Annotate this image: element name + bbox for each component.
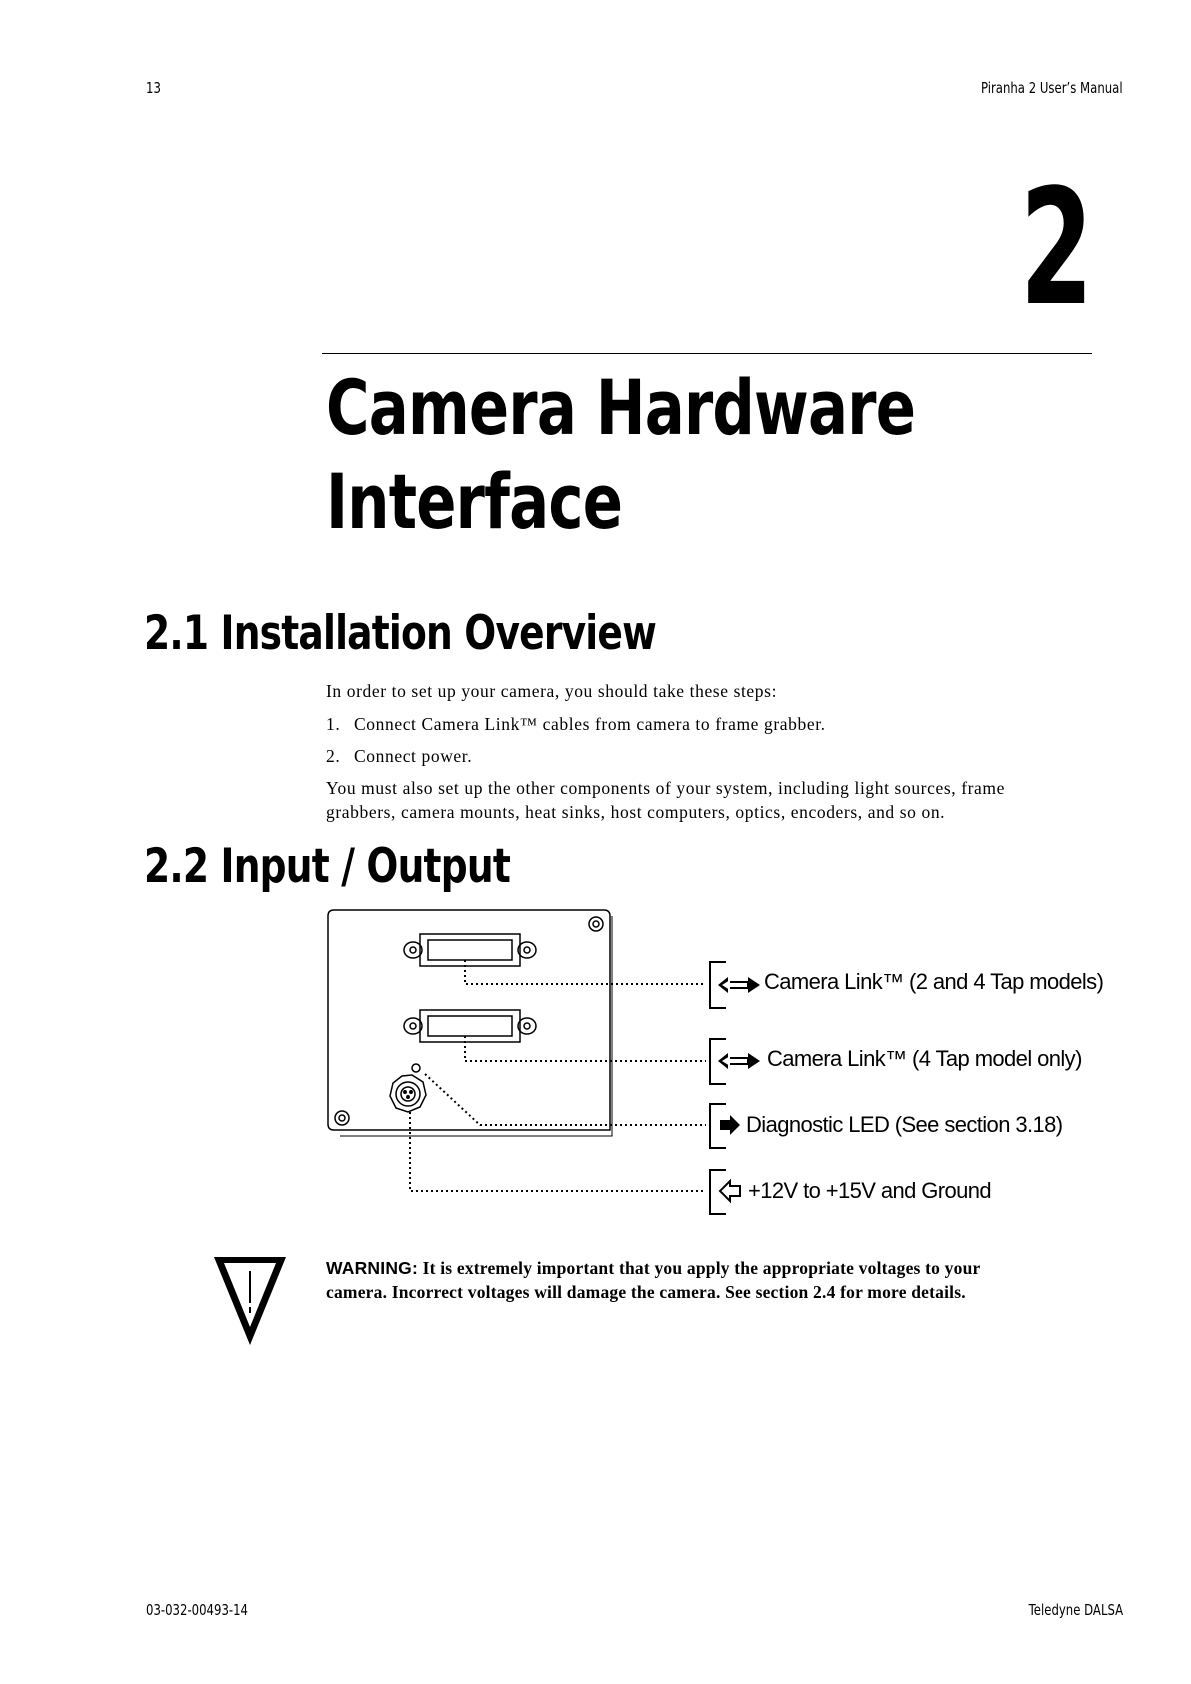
section-heading-installation-overview: 2.1 Installation Overview [144,606,657,661]
list-item-number: 1. [326,714,341,734]
manual-title: Piranha 2 User’s Manual [981,79,1123,97]
warning-line1 [326,1256,980,1280]
callout-camera-link-2-4-tap: Camera Link™ (2 and 4 Tap models) [764,969,1104,994]
list-item-text: Connect power. [354,746,473,766]
callout-power: +12V to +15V and Ground [748,1178,992,1203]
callout-diagnostic-led: Diagnostic LED (See section 3.18) [746,1112,1063,1137]
list-item-text: Connect Camera Link™ cables from camera to frame grabber. [354,714,826,734]
warning-label: WARNING: [326,1258,419,1278]
leader-lines [410,960,706,1191]
right-arrow-icon [720,1115,740,1135]
camera-back-panel [328,910,612,1136]
section-heading-input-output: 2.2 Input / Output [144,839,510,894]
chapter-title-line1: Camera Hardware [326,363,916,452]
warning-text [326,1256,980,1304]
list-item-number: 2. [326,746,341,766]
camera-link-connector-2 [404,1010,536,1042]
chapter-title-line2: Interface [326,457,623,546]
callout-brackets [710,962,726,1214]
double-arrow-icon [718,977,760,993]
chapter-number: 2 [1019,154,1093,341]
warning-line1-text: It is extremely important that you apply the appropriate voltages to your [422,1258,981,1278]
company-name: Teledyne DALSA [1028,1601,1123,1619]
warning-triangle-icon [212,1255,288,1347]
components-paragraph-line2: grabbers, camera mounts, heat sinks, host computers, optics, encoders, and so on. [326,802,946,822]
left-arrow-icon [720,1181,740,1201]
installation-intro: In order to set up your camera, you should take these steps: [326,681,778,701]
page-number: 13 [146,79,161,97]
components-paragraph-line1: You must also set up the other components of your system, including light sources, frame [326,778,1005,798]
callout-camera-link-4-tap: Camera Link™ (4 Tap model only) [767,1046,1082,1071]
camera-link-connector-1 [404,934,536,966]
power-connector [390,1075,426,1112]
diagnostic-led [412,1064,420,1072]
warning-line2: camera. Incorrect voltages will damage the camera. See section 2.4 for more details. [326,1282,966,1302]
document-number: 03-032-00493-14 [146,1601,248,1619]
double-arrow-icon [718,1053,760,1069]
